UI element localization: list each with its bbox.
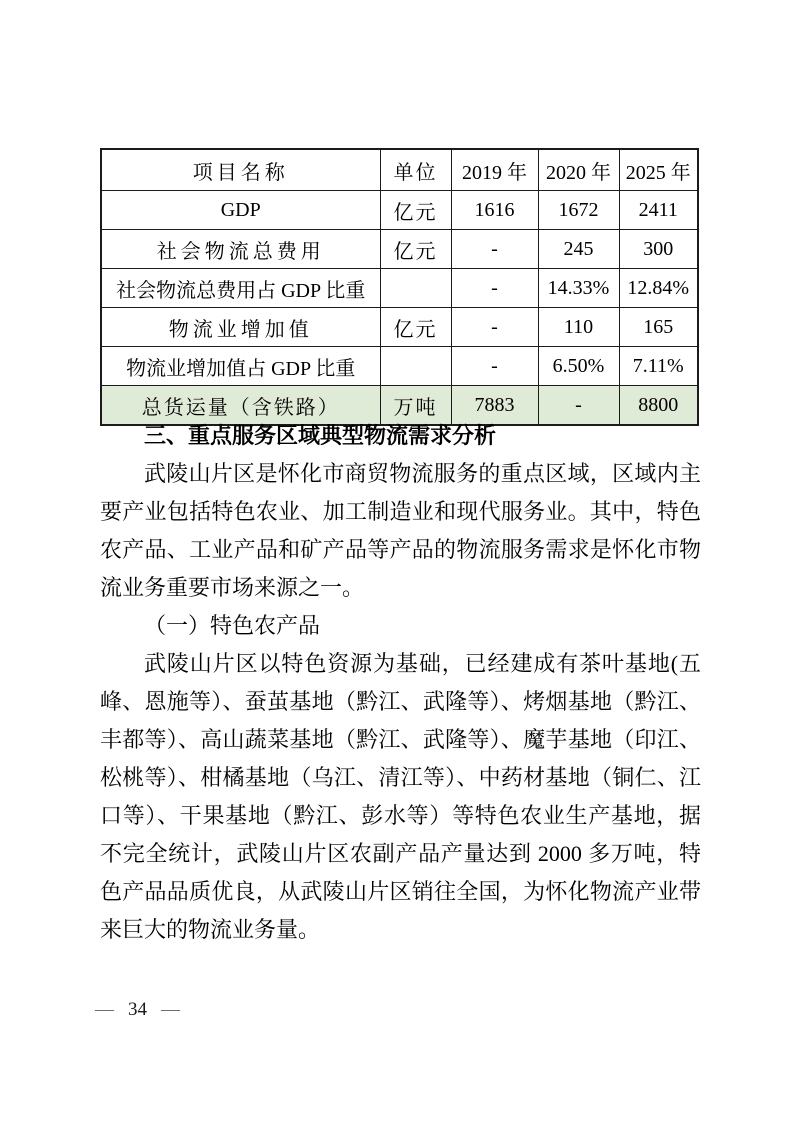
section-heading: 三、重点服务区域典型物流需求分析 xyxy=(144,423,497,448)
table-row-added-value-gdp-ratio xyxy=(101,347,698,386)
header-cell-2025: 2025 年 xyxy=(619,149,698,191)
cell-2025: 8800 xyxy=(619,386,698,426)
header-cell-unit: 单位 xyxy=(380,149,451,191)
cell-2020: 110 xyxy=(538,308,619,347)
paragraph-agri-bases: 武陵山片区以特色资源为基础，已经建成有茶叶基地(五峰、恩施等）、蚕茧基地（黔江、武隆等）、烤烟基地（黔江、丰都等）、高山蔬菜基地（黔江、武隆等）、魔芋基地（印江、松桃等）、柑橘基地（乌江、清江等）、中药材基地（铜仁、江口等）、干果基地（黔江、彭水等）等特色农业生产基地，据不完全统计，武陵山片区农副产品产量达到 2000 多万吨，特色产品品质优良，从武陵山片区销往全国，为怀化物流产业带来巨大的物流业务量。 xyxy=(100,651,701,942)
cell-2025: 165 xyxy=(619,308,698,347)
paragraph-region-overview: 武陵山片区是怀化市商贸物流服务的重点区域，区域内主要产业包括特色农业、加工制造业和现代服务业。其中，特色农产品、工业产品和矿产品等产品的物流服务需求是怀化市物流业务重要市场来源之一。 xyxy=(100,461,701,600)
cell-2025: 2411 xyxy=(619,191,698,230)
table-row-gdp xyxy=(101,191,698,230)
table-row-total-logistics-cost xyxy=(101,230,698,269)
cell-2019: - xyxy=(451,269,538,308)
cell-2025: 12.84% xyxy=(619,269,698,308)
cell-2020: 1672 xyxy=(538,191,619,230)
cell-2020: 14.33% xyxy=(538,269,619,308)
header-cell-2020: 2020 年 xyxy=(538,149,619,191)
cell-2025: 300 xyxy=(619,230,698,269)
page-footer xyxy=(95,998,180,1022)
cell-name: 物流业增加值占 GDP 比重 xyxy=(101,347,380,386)
cell-2019: 7883 xyxy=(451,386,538,426)
cell-2019: - xyxy=(451,308,538,347)
cell-unit: 亿元 xyxy=(380,308,451,347)
cell-2020: - xyxy=(538,386,619,426)
footer-dash-right: — xyxy=(161,999,180,1020)
header-cell-project-name: 项目名称 xyxy=(101,149,380,191)
subsection-heading-agri-products: （一）特色农产品 xyxy=(144,613,321,638)
table-row-cost-gdp-ratio xyxy=(101,269,698,308)
cell-2020: 6.50% xyxy=(538,347,619,386)
cell-2019: - xyxy=(451,347,538,386)
cell-name: 社会物流总费用 xyxy=(101,230,380,269)
cell-name: 社会物流总费用占 GDP 比重 xyxy=(101,269,380,308)
cell-name: 总货运量（含铁路） xyxy=(101,386,380,426)
table-row-logistics-added-value xyxy=(101,308,698,347)
cell-unit: 亿元 xyxy=(380,191,451,230)
cell-2020: 245 xyxy=(538,230,619,269)
table-header-row xyxy=(101,149,698,191)
logistics-indicators-table xyxy=(100,148,699,426)
page-number: 34 xyxy=(128,999,147,1020)
header-cell-2019: 2019 年 xyxy=(451,149,538,191)
cell-unit xyxy=(380,269,451,308)
footer-dash-left: — xyxy=(95,999,114,1020)
cell-name: GDP xyxy=(101,191,380,230)
body-text xyxy=(100,417,701,949)
cell-2019: 1616 xyxy=(451,191,538,230)
cell-unit: 万吨 xyxy=(380,386,451,426)
cell-name: 物流业增加值 xyxy=(101,308,380,347)
cell-2025: 7.11% xyxy=(619,347,698,386)
cell-2019: - xyxy=(451,230,538,269)
cell-unit xyxy=(380,347,451,386)
cell-unit: 亿元 xyxy=(380,230,451,269)
